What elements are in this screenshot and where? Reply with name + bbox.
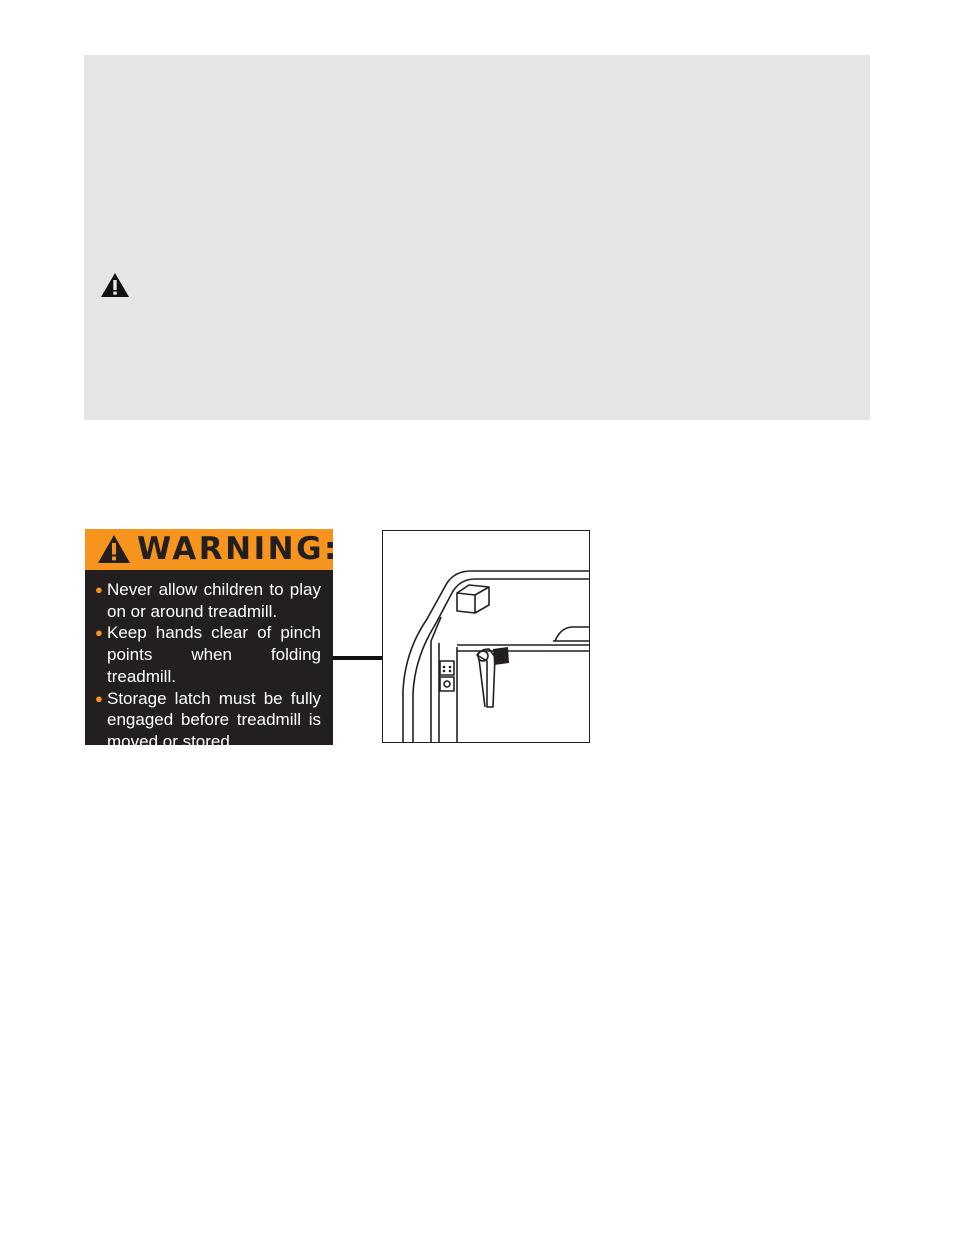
warning-item-text: Keep hands clear of pinch points when folding treadmill.	[107, 623, 321, 686]
treadmill-line-drawing	[383, 531, 589, 742]
warning-list	[95, 579, 321, 753]
treadmill-illustration	[382, 530, 590, 743]
warning-item	[95, 579, 321, 622]
warning-item-text: Storage latch must be fully engaged before treadmill is moved or stored.	[107, 688, 321, 751]
bullet-dot: ●	[95, 582, 103, 597]
bullet-dot: ●	[95, 625, 103, 641]
warning-triangle-icon	[97, 534, 131, 564]
warning-label	[85, 529, 339, 751]
warning-item-text: Never allow children to play on or around treadmill.	[107, 580, 321, 621]
warning-header	[85, 529, 339, 570]
gray-note-panel	[84, 55, 870, 420]
warning-triangle-icon	[100, 272, 130, 298]
bullet-dot: ●	[95, 690, 103, 706]
warning-title: WARNING:	[137, 531, 339, 567]
warning-item	[95, 622, 321, 687]
warning-item	[95, 688, 321, 753]
